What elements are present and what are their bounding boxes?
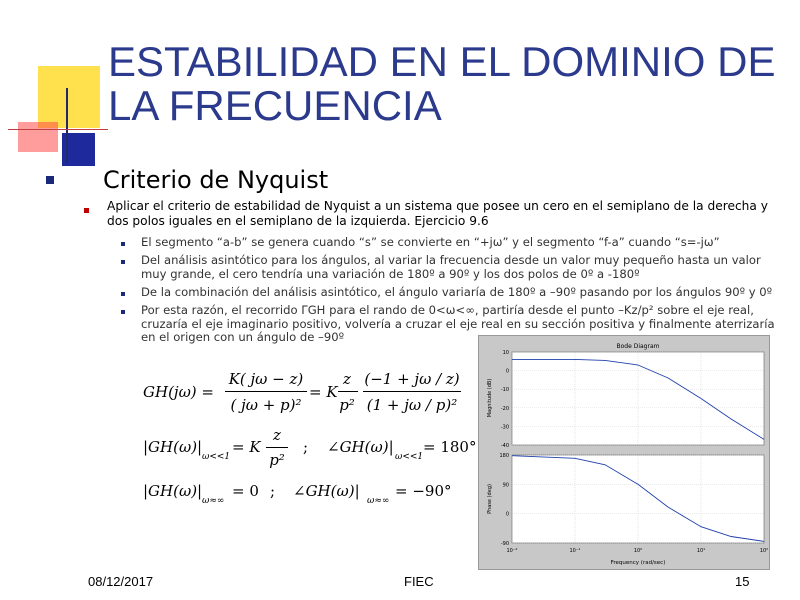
- frequency-tick-label: 10⁻¹: [569, 548, 581, 554]
- sub-point-4: Por esta razón, el recorrido ΓGH para el rando de 0<ω<∞, partiría desde el punto –Kz/p² sobre el eje real, cruzaría el eje imaginario positivo, volvería a cruzar el eje real en su sección positiva y finalmente aterrizaría en el origen con un ángulo de –90º: [141, 303, 775, 344]
- main-point-text: Aplicar el criterio de estabilidad de Nyquist a un sistema que posee un cero en el semiplano de la derecha y dos polos iguales en el semiplano de la izquierda. Ejercicio 9.6: [107, 199, 768, 228]
- sub-point-2: Del análisis asintótico para los ángulos, al variar la frecuencia desde un valor muy pequeño hasta un valor muy grande, el cero tendría una variación de 180º a 90º y los dos polos de 0º a -180º: [141, 253, 761, 281]
- eq2-value: = 180°: [423, 438, 477, 456]
- eq2-left: |GH(ω)|: [143, 438, 203, 456]
- footer-date: 08/12/2017: [88, 574, 154, 589]
- sub-point-3: De la combinación del análisis asintótico, el ángulo variaría de 180º a –90º pasando por los ángulos 90º y 0º: [141, 285, 773, 299]
- slide-title: ESTABILIDAD EN EL DOMINIO DE LA FRECUENCIA: [108, 38, 776, 129]
- eq2-right: ∠GH(ω)|: [327, 438, 394, 456]
- eq1-frac3-num: (−1 + jω / z): [364, 370, 460, 388]
- magnitude-tick-label: -10: [500, 387, 509, 394]
- frequency-tick-label: 10²: [759, 548, 769, 554]
- magnitude-tick-label: -20: [500, 405, 509, 412]
- phase-axis-label: Phase (deg): [487, 484, 493, 514]
- bode-title: Bode Diagram: [616, 343, 660, 350]
- frequency-tick-label: 10⁰: [633, 548, 643, 554]
- eq1-fraction-bar: [225, 391, 307, 392]
- magnitude-tick-label: 0: [505, 368, 509, 375]
- eq1-numerator: K( jω − z): [228, 370, 304, 388]
- eq1-frac3-den: (1 + jω / p)²: [366, 396, 458, 414]
- frequency-tick-label: 10⁻²: [506, 548, 518, 554]
- bode-chart: [479, 336, 769, 569]
- eq1-frac3-bar: [363, 391, 461, 392]
- phase-tick-label: 0: [505, 511, 509, 518]
- phase-tick-label: 90: [502, 482, 509, 489]
- eq3-right: ∠GH(ω)|: [293, 482, 360, 500]
- sub-point-1: El segmento “a-b” se genera cuando “s” se convierte en “+jω” y el segmento “f-a” cuando “s=-jω”: [141, 235, 720, 249]
- main-point-bullet: [84, 208, 89, 213]
- eq1-frac2-num: z: [343, 370, 351, 388]
- eq3-left: |GH(ω)|: [143, 482, 203, 500]
- eq3-subscript-2: ω≈∞: [367, 496, 390, 506]
- phase-tick-label: 180: [499, 453, 509, 459]
- frequency-tick-label: 10¹: [696, 548, 706, 554]
- eq2-equals: = K: [232, 438, 261, 456]
- eq1-frac2-den: p²: [339, 396, 355, 414]
- section-heading: Criterio de Nyquist: [103, 166, 329, 194]
- decor-red-square: [18, 122, 58, 152]
- sub-point-bullet: [121, 292, 125, 296]
- footer-center: FIEC: [404, 574, 434, 589]
- eq3-value-1: = 0: [232, 482, 259, 500]
- eq3-subscript: ω≈∞: [202, 496, 225, 506]
- eq1-lhs: GH(jω) =: [143, 383, 214, 401]
- decor-horizontal-line: [8, 129, 108, 130]
- eq2-fraction-bar: [266, 447, 288, 448]
- eq2-subscript-2: ω<<1: [395, 452, 424, 462]
- frequency-axis-label: Frequency (rad/sec): [610, 560, 666, 566]
- magnitude-tick-label: -40: [500, 443, 509, 449]
- phase-tick-label: -90: [500, 541, 509, 547]
- magnitude-tick-label: -30: [500, 424, 509, 431]
- eq2-num: z: [273, 426, 281, 444]
- sub-point-bullet: [121, 310, 125, 314]
- sub-point-bullet: [121, 242, 125, 246]
- magnitude-tick-label: 10: [502, 350, 509, 356]
- decor-vertical-line: [66, 88, 68, 163]
- sub-point-bullet: [121, 260, 125, 264]
- eq2-subscript: ω<<1: [202, 452, 231, 462]
- eq2-separator: ;: [303, 438, 309, 456]
- eq1-middle: = K: [309, 383, 338, 401]
- eq2-den: p²: [269, 451, 285, 469]
- decor-yellow-square: [38, 66, 100, 128]
- bode-diagram-panel: [478, 335, 770, 570]
- heading-bullet: [46, 176, 54, 184]
- eq1-frac2-bar: [338, 391, 358, 392]
- magnitude-axis-label: Magnitude (dB): [487, 378, 493, 418]
- eq3-value-2: = −90°: [395, 482, 452, 500]
- page-number: 15: [735, 574, 750, 589]
- eq3-separator: ;: [270, 482, 276, 500]
- eq1-denominator: ( jω + p)²: [230, 396, 302, 414]
